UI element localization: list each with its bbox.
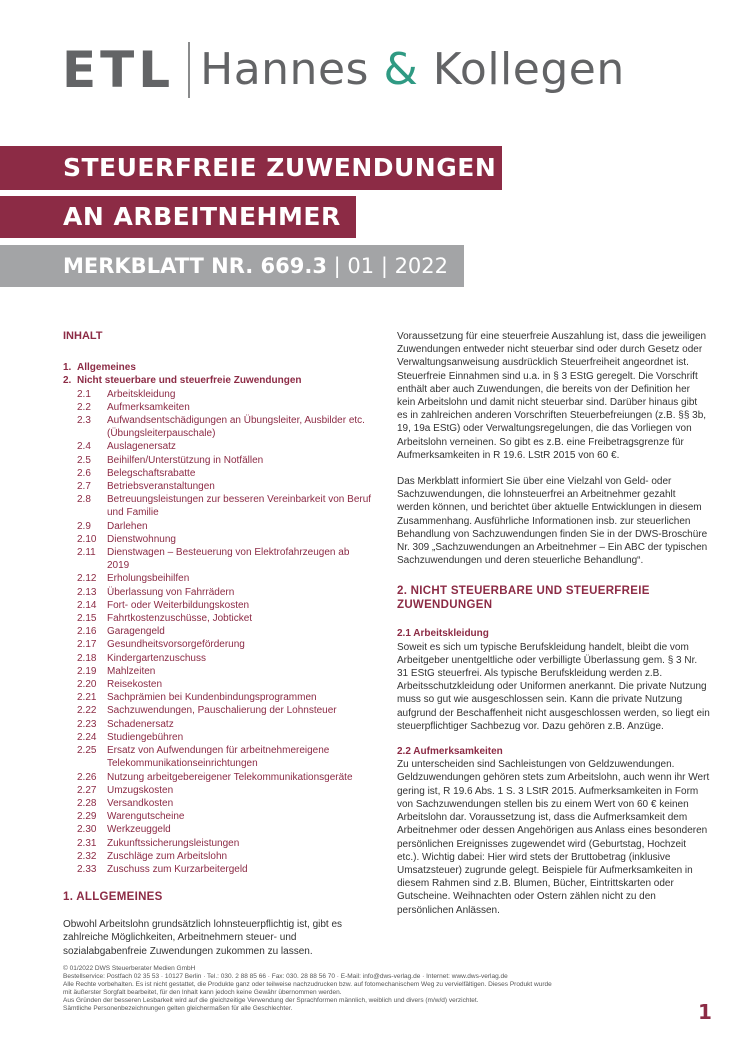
toc-item-label: Werkzeuggeld: [107, 824, 171, 836]
logo-etl-text: ETL: [62, 41, 175, 99]
toc-item-label: Überlassung von Fahrrädern: [107, 586, 235, 598]
toc-item-label: Aufwandsentschädigungen an Übungsleiter, Ausbilder etc. (Übungsleiterpauschale): [107, 415, 365, 440]
toc-item-label: Zuschuss zum Kurzarbeitergeld: [107, 863, 248, 875]
toc-item[interactable]: [63, 625, 373, 638]
toc-item-number: 2.14: [77, 599, 97, 611]
subsection-2-2-heading: 2.2 Aufmerksamkeiten: [397, 746, 503, 758]
toc-item[interactable]: [63, 440, 373, 453]
toc-item-number: 2.25: [77, 745, 97, 757]
toc-item[interactable]: [63, 374, 373, 387]
toc-item-number: 2.4: [77, 441, 91, 453]
toc-item-number: 2.7: [77, 481, 91, 493]
toc-item-number: 2.31: [77, 837, 97, 849]
toc-item[interactable]: [63, 480, 373, 493]
toc-item-label: Studiengebühren: [107, 731, 184, 743]
toc-item[interactable]: [63, 850, 373, 863]
toc-item-label: Allgemeines: [77, 362, 136, 374]
toc-item[interactable]: [63, 744, 373, 770]
toc-item-number: 2.8: [77, 494, 91, 506]
toc-item-number: 2.6: [77, 467, 91, 479]
toc-item-number: 2.30: [77, 824, 97, 836]
toc-item-number: 2.5: [77, 454, 91, 466]
toc-item-label: Kindergartenzuschuss: [107, 652, 206, 664]
toc-item-number: 2.22: [77, 705, 97, 717]
toc-item-label: Darlehen: [107, 520, 148, 532]
toc-item[interactable]: [63, 586, 373, 599]
toc-item-label: Mahlzeiten: [107, 665, 156, 677]
toc-item[interactable]: [63, 388, 373, 401]
toc-item-number: 1.: [63, 362, 72, 374]
toc-item-label: Sachzuwendungen, Pauschalierung der Lohnsteuer: [107, 705, 337, 717]
footer-rights-cont: mit äußerster Sorgfalt bearbeitet, für den Inhalt kann jedoch keine Gewähr übernommen werden.: [63, 989, 342, 996]
logo-ampersand: &: [383, 44, 419, 95]
intro-paragraph-2: Das Merkblatt informiert Sie über eine Vielzahl von Geld- oder Sachzuwendungen, die lohnsteuerfrei an Arbeitnehmer gezahlt werden können, und berichtet über aktuelle Entwicklungen in diesem Zusammenhang. Ausführliche Informationen insb. zur steuerlichen Behandlung von Sachzuwendungen finden Sie in der DWS-Broschüre Nr. 309 „Sachzuwendungen an Arbeitnehmer – Ein ABC der typischen Sachzuwendungen und deren steuerliche Behandlung“.: [397, 476, 708, 567]
toc-item-number: 2.27: [77, 784, 97, 796]
toc-item-number: 2.9: [77, 520, 91, 532]
logo-company-name: [200, 40, 625, 100]
toc-item-label: Dienstwohnung: [107, 533, 176, 545]
toc-item-number: 2.1: [77, 388, 91, 400]
title-line-1: STEUERFREIE ZUWENDUNGEN: [0, 146, 502, 190]
toc-item[interactable]: [63, 691, 373, 704]
footer-copyright: © 01/2022 DWS Steuerberater Medien GmbH: [63, 965, 196, 972]
footer-contact: Bestellservice: Postfach 02 35 53 · 10127 Berlin · Tel.: 030. 2 88 85 66 · Fax: 030. 28 88 56 70 · E-Mail: info@dws-verlag.de · Internet: www.dws-verlag.de: [63, 973, 508, 980]
toc-item-number: 2.: [63, 375, 72, 387]
toc-item[interactable]: [63, 771, 373, 784]
toc-item[interactable]: [63, 731, 373, 744]
toc-item[interactable]: [63, 863, 373, 876]
toc-item[interactable]: [63, 612, 373, 625]
subsection-2-2-text: Zu unterscheiden sind Sachleistungen von Geldzuwendungen. Geldzuwendungen gehören stets zum Arbeitslohn, auch wenn ihr Wert gering ist, R 19.6 Abs. 1 S. 3 LStR 2015. Aufmerksamkeiten in Form von Sachzuwendungen stellen bis zu einem Wert von 60 € keinen Arbeitslohn dar. Voraussetzung ist, dass die Aufmerksamkeit dem Arbeitnehmer oder dessen Angehörigen aus Anlass eines besonderen persönlichen Ereignisses zugewendet wird (Geburtstag, Hochzeit etc.). Wichtig dabei: Hier wird stets der Bruttobetrag (inklusive Umsatzsteuer) zugrunde gelegt. Beispiele für Aufmerksamkeiten in diesem Rahmen sind z.B. Blumen, Bücher, Eintrittskarten oder Gutscheine. Weihnachten oder Ostern zählen nicht zu den persönlichen Anlässen.: [397, 759, 710, 916]
toc-item[interactable]: [63, 572, 373, 585]
toc-item-number: 2.11: [77, 547, 96, 559]
toc-item-number: 2.13: [77, 586, 97, 598]
right-column: [397, 330, 710, 917]
toc-item-label: Betreuungsleistungen zur besseren Vereinbarkeit von Beruf und Familie: [107, 494, 372, 519]
toc-item[interactable]: [63, 810, 373, 823]
toc-item[interactable]: [63, 704, 373, 717]
merkblatt-issue: | 01 | 2022: [327, 254, 449, 278]
footer: [63, 965, 673, 1013]
merkblatt-label: MERKBLATT NR. 669.3: [63, 254, 327, 278]
section-1-heading: 1. ALLGEMEINES: [63, 891, 163, 904]
toc-item[interactable]: [63, 718, 373, 731]
toc-item-number: 2.2: [77, 401, 91, 413]
title-line-2: AN ARBEITNEHMER: [0, 196, 356, 238]
toc-item[interactable]: [63, 599, 373, 612]
footer-rights: Alle Rechte vorbehalten. Es ist nicht gestattet, die Produkte ganz oder teilweise nachzudrucken bzw. auf fotomechanischem Weg zu vervielfältigen. Dieses Produkt wurde: [63, 981, 552, 988]
toc-item[interactable]: [63, 823, 373, 836]
toc-item-number: 2.3: [77, 415, 91, 427]
toc-item-label: Beihilfen/Unterstützung in Notfällen: [107, 454, 264, 466]
toc-item[interactable]: [63, 837, 373, 850]
toc-item-number: 2.33: [77, 863, 97, 875]
toc-item-label: Fort- oder Weiterbildungskosten: [107, 599, 250, 611]
toc-item-label: Belegschaftsrabatte: [107, 467, 196, 479]
toc-item-label: Arbeitskleidung: [107, 388, 176, 400]
toc-item-number: 2.19: [77, 665, 97, 677]
toc-item-label: Zukunftssicherungsleistungen: [107, 837, 240, 849]
toc-item-number: 2.12: [77, 573, 97, 585]
left-column: [63, 330, 373, 958]
toc-item-number: 2.24: [77, 731, 97, 743]
toc-item[interactable]: [63, 546, 373, 572]
toc-item-number: 2.26: [77, 771, 97, 783]
toc-item-label: Aufmerksamkeiten: [107, 401, 190, 413]
toc-item-label: Nicht steuerbare und steuerfreie Zuwendungen: [77, 375, 302, 387]
toc-item-number: 2.21: [77, 692, 97, 704]
toc-item[interactable]: [63, 638, 373, 651]
toc-item[interactable]: [63, 493, 373, 519]
toc-item[interactable]: [63, 665, 373, 678]
toc-item-label: Ersatz von Aufwendungen für arbeitnehmereigene Telekommunikationseinrichtungen: [107, 745, 330, 770]
toc-item[interactable]: [63, 401, 373, 414]
table-of-contents: [63, 361, 373, 876]
toc-item-label: Fahrtkostenzuschüsse, Jobticket: [107, 613, 253, 625]
toc-item[interactable]: [63, 467, 373, 480]
toc-item-label: Versandkosten: [107, 797, 174, 809]
toc-item-number: 2.15: [77, 613, 97, 625]
section-2-heading: 2. NICHT STEUERBARE UND STEUERFREIE ZUWENDUNGEN: [397, 585, 650, 612]
toc-item-number: 2.23: [77, 718, 97, 730]
logo-name-part2: Kollegen: [418, 44, 625, 95]
toc-item-label: Schadenersatz: [107, 718, 174, 730]
toc-item[interactable]: [63, 520, 373, 533]
subsection-2-1-heading: 2.1 Arbeitskleidung: [397, 628, 489, 640]
toc-item-label: Nutzung arbeitgebereigener Telekommunikationsgeräte: [107, 771, 353, 783]
toc-item[interactable]: [63, 784, 373, 797]
toc-item-number: 2.20: [77, 679, 97, 691]
toc-item-label: Gesundheitsvorsorgeförderung: [107, 639, 245, 651]
footer-gender-note-cont: Sämtliche Personenbezeichnungen gelten gleichermaßen für alle Geschlechter.: [63, 1005, 293, 1012]
merkblatt-band: [0, 245, 464, 287]
company-logo: [62, 40, 625, 100]
toc-item-number: 2.18: [77, 652, 97, 664]
page-number: 1: [698, 1000, 712, 1024]
toc-item[interactable]: [63, 797, 373, 810]
toc-item-label: Warengutscheine: [107, 811, 185, 823]
toc-item-number: 2.17: [77, 639, 97, 651]
toc-item-number: 2.28: [77, 797, 97, 809]
toc-item-label: Auslagenersatz: [107, 441, 176, 453]
toc-heading: INHALT: [63, 330, 103, 342]
toc-item-label: Erholungsbeihilfen: [107, 573, 190, 585]
logo-name-part1: Hannes: [200, 44, 384, 95]
toc-item[interactable]: [63, 454, 373, 467]
toc-item[interactable]: [63, 678, 373, 691]
section-1-paragraph: Obwohl Arbeitslohn grundsätzlich lohnsteuerpflichtig ist, gibt es zahlreiche Möglichkeiten, Arbeitnehmern steuer- und sozialabgabenfreie Zuwendungen zukommen zu lassen.: [63, 919, 343, 957]
toc-item-label: Umzugskosten: [107, 784, 174, 796]
toc-item-label: Reisekosten: [107, 679, 163, 691]
logo-divider: [188, 42, 190, 98]
toc-item-number: 2.10: [77, 533, 97, 545]
toc-item-number: 2.29: [77, 811, 97, 823]
toc-item[interactable]: [63, 652, 373, 665]
toc-item-label: Betriebsveranstaltungen: [107, 481, 215, 493]
toc-item-label: Zuschläge zum Arbeitslohn: [107, 850, 228, 862]
toc-item[interactable]: [63, 361, 373, 374]
toc-item[interactable]: [63, 414, 373, 440]
toc-item-label: Garagengeld: [107, 626, 165, 638]
toc-item-number: 2.32: [77, 850, 97, 862]
footer-gender-note: Aus Gründen der besseren Lesbarkeit wird auf die gleichzeitige Verwendung der Sprachformen männlich, weiblich und divers (m/w/d) verzichtet.: [63, 997, 479, 1004]
toc-item-label: Dienstwagen – Besteuerung von Elektrofahrzeugen ab 2019: [107, 547, 350, 572]
subsection-2-1-text: Soweit es sich um typische Berufskleidung handelt, bleibt die vom Arbeitgeber unentgeltliche oder verbilligte Überlassung gem. § 3 Nr. 31 EStG steuerfrei. Als typische Berufskleidung werden z.B. Arbeitsschutzkleidung oder Uniformen anerkannt. Die private Nutzung muss so gut wie ausgeschlossen sein. Kann die private Nutzung aufgrund der Beschaffenheit nicht ausgeschlossen werden, so liegt ein steuerpflichtiger Sachbezug vor. Dazu gehören z.B. Anzüge.: [397, 641, 710, 732]
toc-item-label: Sachprämien bei Kundenbindungsprogrammen: [107, 692, 317, 704]
intro-paragraph-1: Voraussetzung für eine steuerfreie Auszahlung ist, dass die jeweiligen Zuwendungen entweder nicht steuerbar sind oder durch Gesetz oder Verwaltungsanweisung ausdrücklich Steuerfreiheit angeordnet ist. Steuerfreie Einnahmen sind u.a. in § 3 EStG geregelt. Die Vorschrift enthält aber auch Zuwendungen, die bereits von der Definition her kein Arbeitslohn und damit nicht steuerbar sind. Darüber hinaus gibt es in zahlreichen anderen Vorschriften Steuerbefreiungen (z.B. §§ 3b, 19, 19a EStG) oder Verwaltungsregelungen, die das Vorliegen von Arbeitslohn verneinen. So gibt es z.B. eine Freibetragsgrenze für Aufmerksamkeiten in R 19.6. LStR 2015 von 60 €.: [397, 331, 707, 461]
toc-item-number: 2.16: [77, 626, 97, 638]
toc-item[interactable]: [63, 533, 373, 546]
